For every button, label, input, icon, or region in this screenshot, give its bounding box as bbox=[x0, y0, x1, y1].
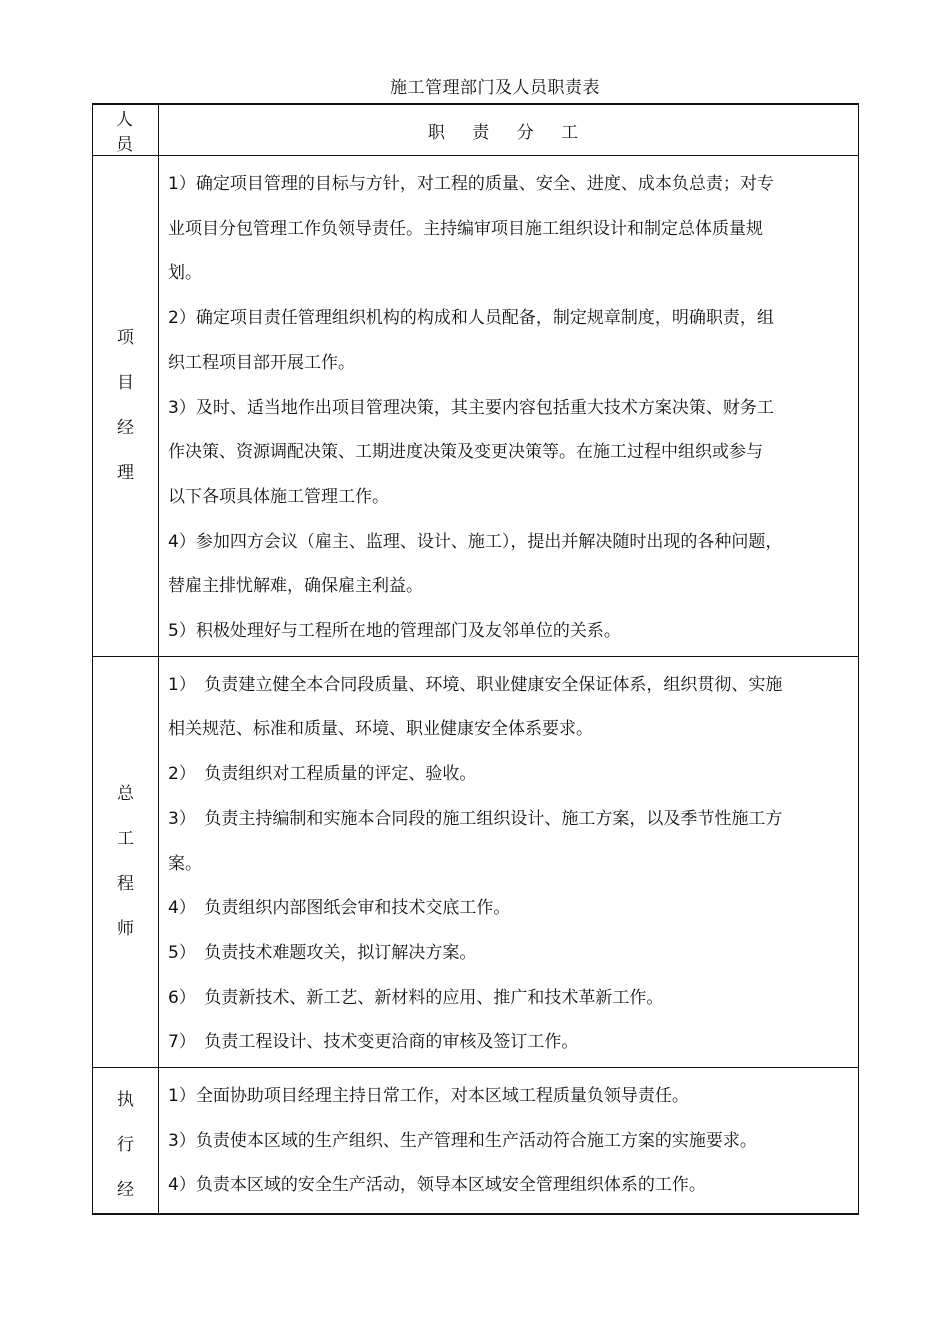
table-body bbox=[93, 156, 859, 1215]
person-char: 项 bbox=[117, 327, 134, 348]
person-char: 经 bbox=[117, 1180, 134, 1201]
duty-line: 2） 负责组织对工程质量的评定、验收。 bbox=[168, 764, 477, 785]
duty-line: 5）积极处理好与工程所在地的管理部门及友邻单位的关系。 bbox=[168, 621, 621, 642]
table-row-executive-manager bbox=[93, 1068, 859, 1215]
duty-line: 7） 负责工程设计、技术变更洽商的审核及签订工作。 bbox=[168, 1032, 579, 1053]
person-char: 行 bbox=[117, 1135, 134, 1156]
duty-cell bbox=[159, 656, 859, 1067]
document-title: 施工管理部门及人员职责表 bbox=[390, 78, 600, 98]
header-person: 人 员 bbox=[93, 104, 159, 156]
duty-line: 3） 负责主持编制和实施本合同段的施工组织设计、施工方案，以及季节性施工方 bbox=[168, 808, 783, 829]
person-char: 理 bbox=[117, 462, 134, 483]
duty-line: 3）及时、适当地作出项目管理决策，其主要内容包括重大技术方案决策、财务工 bbox=[168, 397, 774, 418]
person-char: 总 bbox=[117, 783, 134, 804]
duty-cell bbox=[159, 1068, 859, 1215]
duty-line: 替雇主排忧解难，确保雇主利益。 bbox=[168, 576, 423, 597]
duty-line: 相关规范、标准和质量、环境、职业健康安全体系要求。 bbox=[168, 719, 593, 740]
duty-line: 作决策、资源调配决策、工期进度决策及变更决策等。在施工过程中组织或参与 bbox=[168, 442, 763, 463]
duty-line: 4）负责本区域的安全生产活动，领导本区域安全管理组织体系的工作。 bbox=[168, 1175, 706, 1196]
duty-table bbox=[92, 103, 859, 1215]
duty-line: 划。 bbox=[168, 263, 202, 284]
duty-cell bbox=[159, 156, 859, 657]
person-char: 程 bbox=[117, 873, 134, 894]
person-char: 师 bbox=[117, 918, 134, 939]
header-duty: 职 责 分 工 bbox=[159, 104, 859, 156]
person-char: 目 bbox=[117, 372, 134, 393]
duty-line: 4）参加四方会议（雇主、监理、设计、施工），提出并解决随时出现的各种问题， bbox=[168, 531, 783, 552]
duty-line: 织工程项目部开展工作。 bbox=[168, 352, 355, 373]
duty-line: 以下各项具体施工管理工作。 bbox=[168, 486, 389, 507]
person-cell bbox=[93, 656, 159, 1067]
person-char: 工 bbox=[117, 828, 134, 849]
person-char: 执 bbox=[117, 1090, 134, 1111]
duty-line: 5） 负责技术难题攻关，拟订解决方案。 bbox=[168, 942, 477, 963]
duty-line: 3）负责使本区域的生产组织、生产管理和生产活动符合施工方案的实施要求。 bbox=[168, 1130, 757, 1151]
duty-line: 2）确定项目责任管理组织机构的构成和人员配备，制定规章制度，明确职责，组 bbox=[168, 308, 774, 329]
person-cell bbox=[93, 156, 159, 657]
duty-line: 6） 负责新技术、新工艺、新材料的应用、推广和技术革新工作。 bbox=[168, 987, 664, 1008]
duty-line: 4） 负责组织内部图纸会审和技术交底工作。 bbox=[168, 898, 511, 919]
duty-line: 1） 负责建立健全本合同段质量、环境、职业健康安全保证体系，组织贯彻、实施 bbox=[168, 674, 783, 695]
table-header-row bbox=[93, 104, 859, 156]
table-row-chief-engineer bbox=[93, 656, 859, 1067]
duty-line: 业项目分包管理工作负领导责任。主持编审项目施工组织设计和制定总体质量规 bbox=[168, 218, 763, 239]
duty-line: 1）确定项目管理的目标与方针，对工程的质量、安全、进度、成本负总责；对专 bbox=[168, 174, 774, 194]
duty-line: 1）全面协助项目经理主持日常工作，对本区域工程质量负领导责任。 bbox=[168, 1086, 689, 1107]
duty-line: 案。 bbox=[168, 853, 202, 874]
table-row-project-manager bbox=[93, 156, 859, 657]
person-cell bbox=[93, 1068, 159, 1215]
person-char: 经 bbox=[117, 417, 134, 438]
